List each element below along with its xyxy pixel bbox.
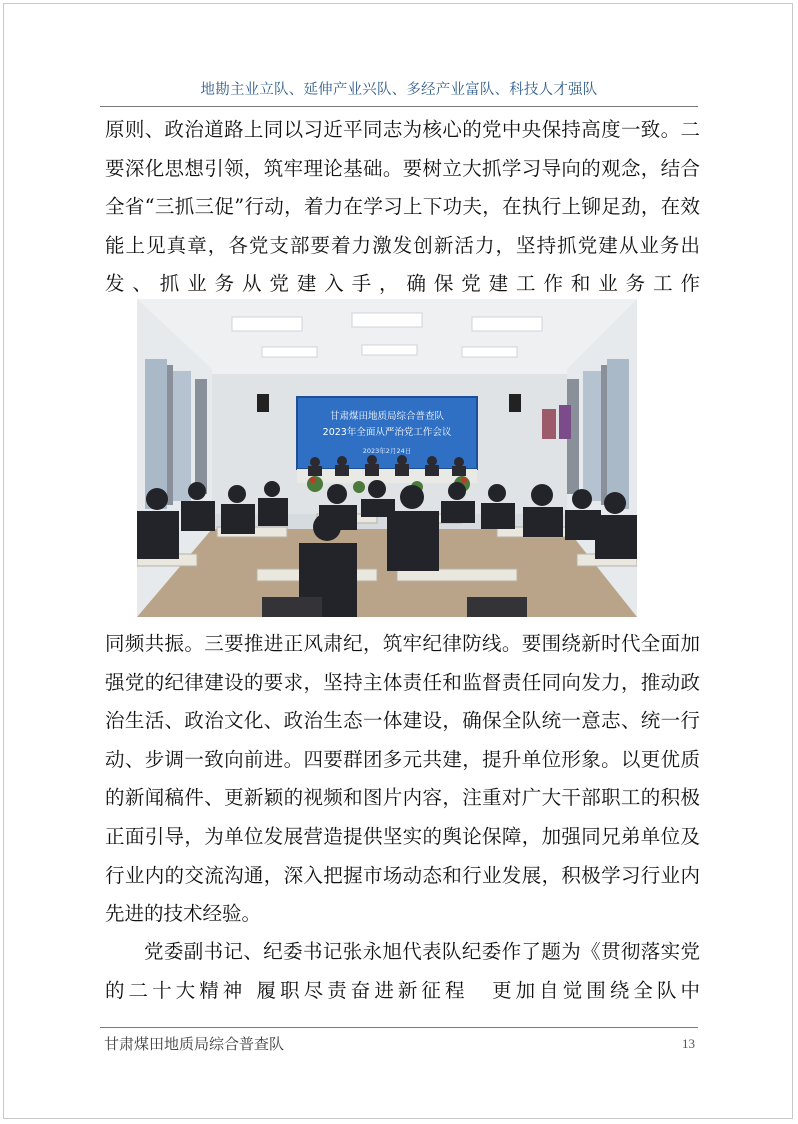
speaker-right <box>509 394 521 412</box>
meeting-photo <box>137 299 637 617</box>
wall-poster <box>542 409 556 439</box>
footer-rule <box>100 1027 698 1028</box>
body-paragraph-1: 原则、政治道路上同以习近平同志为核心的党中央保持高度一致。二要深化思想引领，筑牢理论基础。要树立大抓学习导向的观念，结合全省“三抓三促”行动，着力在学习上下功夫，在执行上铆足劲，在效能上见真章，各党支部要着力激发创新活力，坚持抓党建从业务出发、抓业务从党建入手，确保党建工作和业务工作 <box>105 118 700 296</box>
page-number: 13 <box>682 1036 695 1051</box>
right-windows <box>567 359 629 509</box>
wall-poster <box>559 405 571 439</box>
speaker-left <box>257 394 269 412</box>
meeting-photo-illustration <box>137 299 637 617</box>
screen-date: 2023年2月24日 <box>362 447 412 455</box>
presidium-table <box>297 469 477 483</box>
page-header: 地勘主业立队、延伸产业兴队、多经产业富队、科技人才强队 <box>200 82 598 98</box>
header-rule <box>100 106 698 107</box>
body-paragraph-2: 同频共振。三要推进正风肃纪，筑牢纪律防线。要围绕新时代全面加强党的纪律建设的要求，坚持主体责任和监督责任同向发力，推动政治生活、政治文化、政治生态一体建设，确保全队统一意志、统一行动、步调一致向前进。四要群团多元共建，提升单位形象。以更优质的新闻稿件、更新颖的视频和图片内容，注重对广大干部职工的积极正面引导，为单位发展营造提供坚实的舆论保障，加强同兄弟单位及行业内的交流沟通，深入把握市场动态和行业发展，积极学习行业内先进的技术经验。 <box>105 632 700 926</box>
ceiling <box>137 299 637 374</box>
body-paragraph-3: 党委副书记、纪委书记张永旭代表队纪委作了题为《贯彻落实党的二十大精神 履职尽责奋进新征程 更加自觉围绕全队中 <box>105 940 700 1002</box>
screen-subtitle: 2023年全面从严治党工作会议 <box>322 427 452 438</box>
footer-org-name: 甘肃煤田地质局综合普查队 <box>104 1035 285 1053</box>
screen-title: 甘肃煤田地质局综合普查队 <box>329 411 445 422</box>
